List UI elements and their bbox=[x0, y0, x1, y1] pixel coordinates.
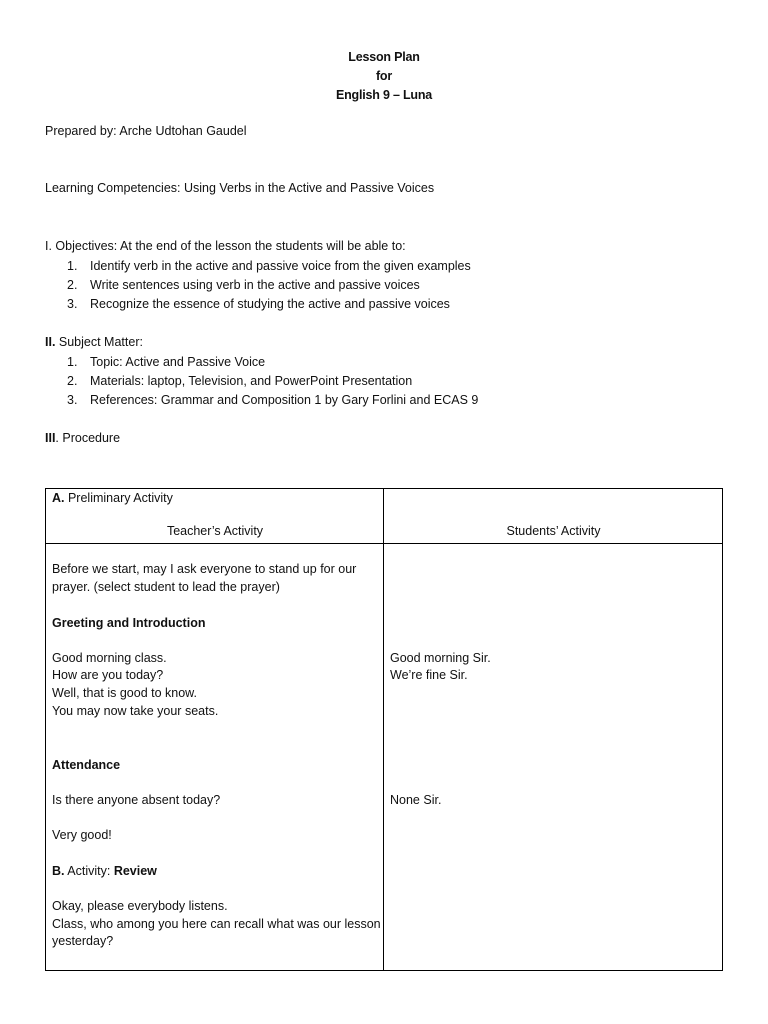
teacher-activity-cell bbox=[46, 544, 384, 971]
list-item: 3. References: Grammar and Composition 1 by Gary Forlini and ECAS 9 bbox=[67, 393, 479, 407]
document-title bbox=[0, 48, 768, 105]
list-item: 2. Materials: laptop, Television, and PowerPoint Presentation bbox=[67, 374, 413, 388]
greeting-heading: Greeting and Introduction bbox=[52, 616, 206, 630]
greet-line-4: You may now take your seats. bbox=[52, 704, 219, 718]
attendance-heading: Attendance bbox=[52, 758, 121, 772]
learning-competencies: Learning Competencies: Using Verbs in the Active and Passive Voices bbox=[45, 181, 435, 195]
review-line-3: yesterday? bbox=[52, 934, 114, 948]
title-line-3: English 9 – Luna bbox=[335, 88, 433, 102]
greet-line-2: How are you today? bbox=[52, 668, 164, 682]
list-item: 1. Topic: Active and Passive Voice bbox=[67, 355, 266, 369]
absent-question: Is there anyone absent today? bbox=[52, 793, 221, 807]
title-line-2: for bbox=[375, 69, 393, 83]
student-greet-1: Good morning Sir. bbox=[390, 651, 491, 665]
review-line-2: Class, who among you here can recall what was our lesson bbox=[52, 917, 381, 931]
subject-matter-heading: II. Subject Matter: bbox=[45, 335, 143, 349]
list-item: 2. Write sentences using verb in the active and passive voices bbox=[67, 278, 420, 292]
prayer-line-1: Before we start, may I ask everyone to stand up for our bbox=[52, 562, 357, 576]
student-absent-answer: None Sir. bbox=[390, 793, 442, 807]
prayer-line-2: prayer. (select student to lead the prayer) bbox=[52, 580, 280, 594]
subject-matter-list bbox=[67, 353, 478, 410]
procedure-table bbox=[45, 488, 723, 971]
students-activity-header: Students’ Activity bbox=[506, 524, 601, 538]
list-item: 3. Recognize the essence of studying the active and passive voices bbox=[67, 297, 450, 311]
table-row bbox=[46, 544, 723, 971]
prepared-by: Prepared by: Arche Udtohan Gaudel bbox=[45, 124, 247, 138]
greet-line-3: Well, that is good to know. bbox=[52, 686, 197, 700]
teacher-activity-header: Teacher’s Activity bbox=[166, 524, 264, 538]
teacher-header-cell bbox=[46, 489, 384, 544]
objectives-list bbox=[67, 257, 471, 314]
objectives-heading: I. Objectives: At the end of the lesson the students will be able to: bbox=[45, 239, 406, 253]
procedure-heading: III. Procedure bbox=[45, 431, 121, 445]
table-header-row bbox=[46, 489, 723, 544]
greet-line-1: Good morning class. bbox=[52, 651, 167, 665]
list-item: 1. Identify verb in the active and passive voice from the given examples bbox=[67, 259, 471, 273]
review-line-1: Okay, please everybody listens. bbox=[52, 899, 228, 913]
student-greet-2: We’re fine Sir. bbox=[390, 668, 468, 682]
preliminary-activity-label: A. Preliminary Activity bbox=[52, 491, 173, 505]
very-good: Very good! bbox=[52, 828, 112, 842]
students-activity-cell bbox=[384, 544, 723, 971]
students-header-cell bbox=[384, 489, 723, 544]
activity-review-heading: B. Activity: Review bbox=[52, 864, 157, 878]
title-line-1: Lesson Plan bbox=[348, 50, 420, 64]
